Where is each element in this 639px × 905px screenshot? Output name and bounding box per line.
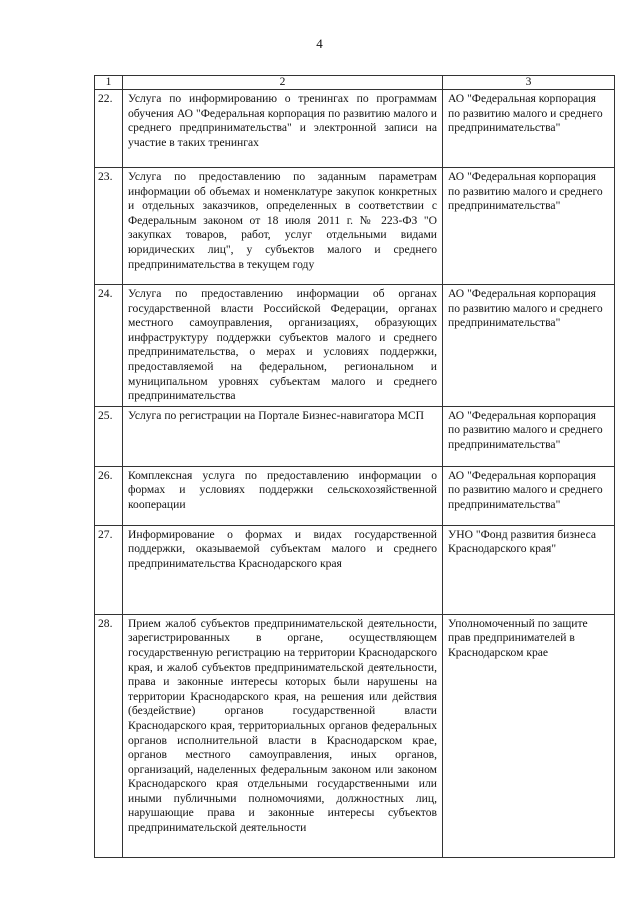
- table-row: [95, 614, 615, 857]
- service-provider: УНО "Фонд развития бизнеса Краснодарского края": [443, 525, 615, 614]
- row-number: 26.: [95, 466, 123, 525]
- service-provider: АО "Федеральная корпорация по развитию малого и среднего предпринимательства": [443, 285, 615, 407]
- table-row: [95, 525, 615, 614]
- service-provider: АО "Федеральная корпорация по развитию малого и среднего предпринимательства": [443, 168, 615, 285]
- column-header-3: 3: [443, 76, 615, 90]
- table-row: [95, 168, 615, 285]
- table-header-row: [95, 76, 615, 90]
- service-description: Информирование о формах и видах государственной поддержки, оказываемой субъектам малого и среднего предпринимательства Краснодарского края: [123, 525, 443, 614]
- service-description: Услуга по предоставлению информации об органах государственной власти Российской Федерации, органах местного самоуправления, организациях, образующих инфраструктуру поддержки субъектов малого и среднего предпринимательства, о мерах и условиях поддержки, предоставляемой на федеральном, региональном и муниципальном уровнях субъектам малого и среднего предпринимательства: [123, 285, 443, 407]
- service-description: Комплексная услуга по предоставлению информации о формах и условиях поддержки сельскохозяйственной кооперации: [123, 466, 443, 525]
- service-provider: АО "Федеральная корпорация по развитию малого и среднего предпринимательства": [443, 466, 615, 525]
- row-number: 24.: [95, 285, 123, 407]
- row-number: 25.: [95, 406, 123, 466]
- column-header-2: 2: [123, 76, 443, 90]
- row-number: 22.: [95, 90, 123, 168]
- table-row: [95, 90, 615, 168]
- table-row: [95, 466, 615, 525]
- service-provider: Уполномоченный по защите прав предпринимателей в Краснодарском крае: [443, 614, 615, 857]
- service-description: Услуга по регистрации на Портале Бизнес-навигатора МСП: [123, 406, 443, 466]
- table-row: [95, 285, 615, 407]
- table-row: [95, 406, 615, 466]
- service-description: Услуга по информированию о тренингах по программам обучения АО "Федеральная корпорация по развитию малого и среднего предпринимательства" и электронной записи на участие в таких тренингах: [123, 90, 443, 168]
- service-description: Прием жалоб субъектов предпринимательской деятельности, зарегистрированных в органе, осуществляющем государственную регистрацию на территории Краснодарского края, и жалоб субъектов предпринимательской деятельности, права и законные интересы которых были нарушены на территории Краснодарского края, на решения или действия (бездействие) органов государственной власти Краснодарского края, территориальных органов федеральных органов исполнительной власти в Краснодарском крае, органов местного самоуправления, иных органов, организаций, наделенных федеральным законом или законом Краснодарского края отдельными государственными или иными публичными полномочиями, должностных лиц, нарушающие права и законные интересы субъектов предпринимательской деятельности: [123, 614, 443, 857]
- column-header-1: 1: [95, 76, 123, 90]
- services-table: [94, 75, 615, 858]
- service-description: Услуга по предоставлению по заданным параметрам информации об объемах и номенклатуре закупок конкретных и отдельных заказчиков, определенных в соответствии с Федеральным законом от 18 июля 2011 г. № 223-ФЗ "О закупках товаров, работ, услуг отдельными видами юридических лиц", у субъектов малого и среднего предпринимательства в текущем году: [123, 168, 443, 285]
- page-number: 4: [316, 36, 323, 51]
- row-number: 28.: [95, 614, 123, 857]
- row-number: 27.: [95, 525, 123, 614]
- service-provider: АО "Федеральная корпорация по развитию малого и среднего предпринимательства": [443, 90, 615, 168]
- service-provider: АО "Федеральная корпорация по развитию малого и среднего предпринимательства": [443, 406, 615, 466]
- row-number: 23.: [95, 168, 123, 285]
